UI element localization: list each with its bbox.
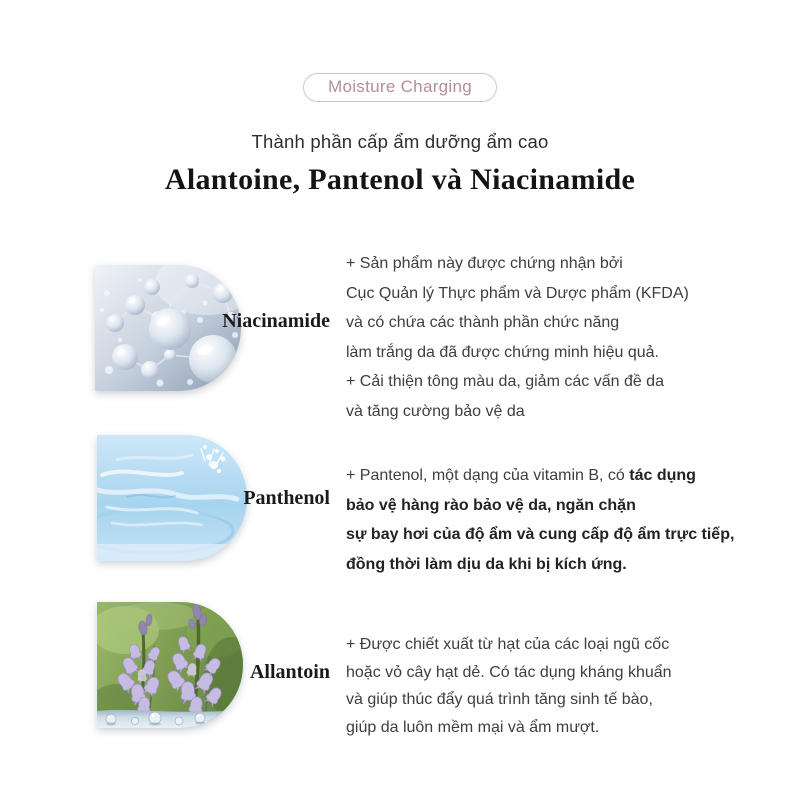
description-line: và có chứa các thành phần chức năng xyxy=(346,314,620,331)
badge-label: Moisture Charging xyxy=(328,77,472,96)
description-line: + Được chiết xuất từ hạt của các loại ngũ cốc xyxy=(346,636,670,653)
description-line: bảo vệ hàng rào bảo vệ da, ngăn chặn xyxy=(346,496,636,514)
moisture-charging-badge xyxy=(303,73,497,102)
subtitle: Thành phần cấp ẩm dưỡng ẩm cao xyxy=(251,131,549,152)
ingredient-label-niacinamide: Niacinamide xyxy=(222,310,330,332)
description-line: + Cải thiện tông màu da, giảm các vấn đề da xyxy=(346,373,664,390)
ingredient-description-niacinamide xyxy=(346,249,689,426)
description-line: + Pantenol, một dạng của vitamin B, có tác dụng xyxy=(346,467,696,484)
ingredient-label-allantoin: Allantoin xyxy=(249,661,330,683)
description-line: sự bay hơi của độ ẩm và cung cấp độ ẩm trực tiếp, xyxy=(346,526,735,543)
ingredient-description-allantoin xyxy=(346,631,672,741)
page-title: Alantoine, Pantenol và Niacinamide xyxy=(164,163,636,196)
description-line: hoặc vỏ cây hạt dẻ. Có tác dụng kháng khuẩn xyxy=(346,663,672,681)
description-line: và tăng cường bảo vệ da xyxy=(346,402,525,420)
description-line: + Sản phẩm này được chứng nhận bởi xyxy=(346,255,623,272)
description-line: giúp da luôn mềm mại và ẩm mượt. xyxy=(346,718,600,736)
ingredient-label-panthenol: Panthenol xyxy=(243,487,330,509)
description-line: đồng thời làm dịu da khi bị kích ứng. xyxy=(346,555,627,573)
description-line: và giúp thúc đẩy quá trình tăng sinh tế bào, xyxy=(346,691,653,708)
description-line: làm trắng da đã được chứng minh hiệu quả. xyxy=(346,343,659,361)
description-line: Cục Quản lý Thực phẩm và Dược phẩm (KFDA) xyxy=(346,284,689,302)
ingredient-description-panthenol xyxy=(346,461,734,579)
